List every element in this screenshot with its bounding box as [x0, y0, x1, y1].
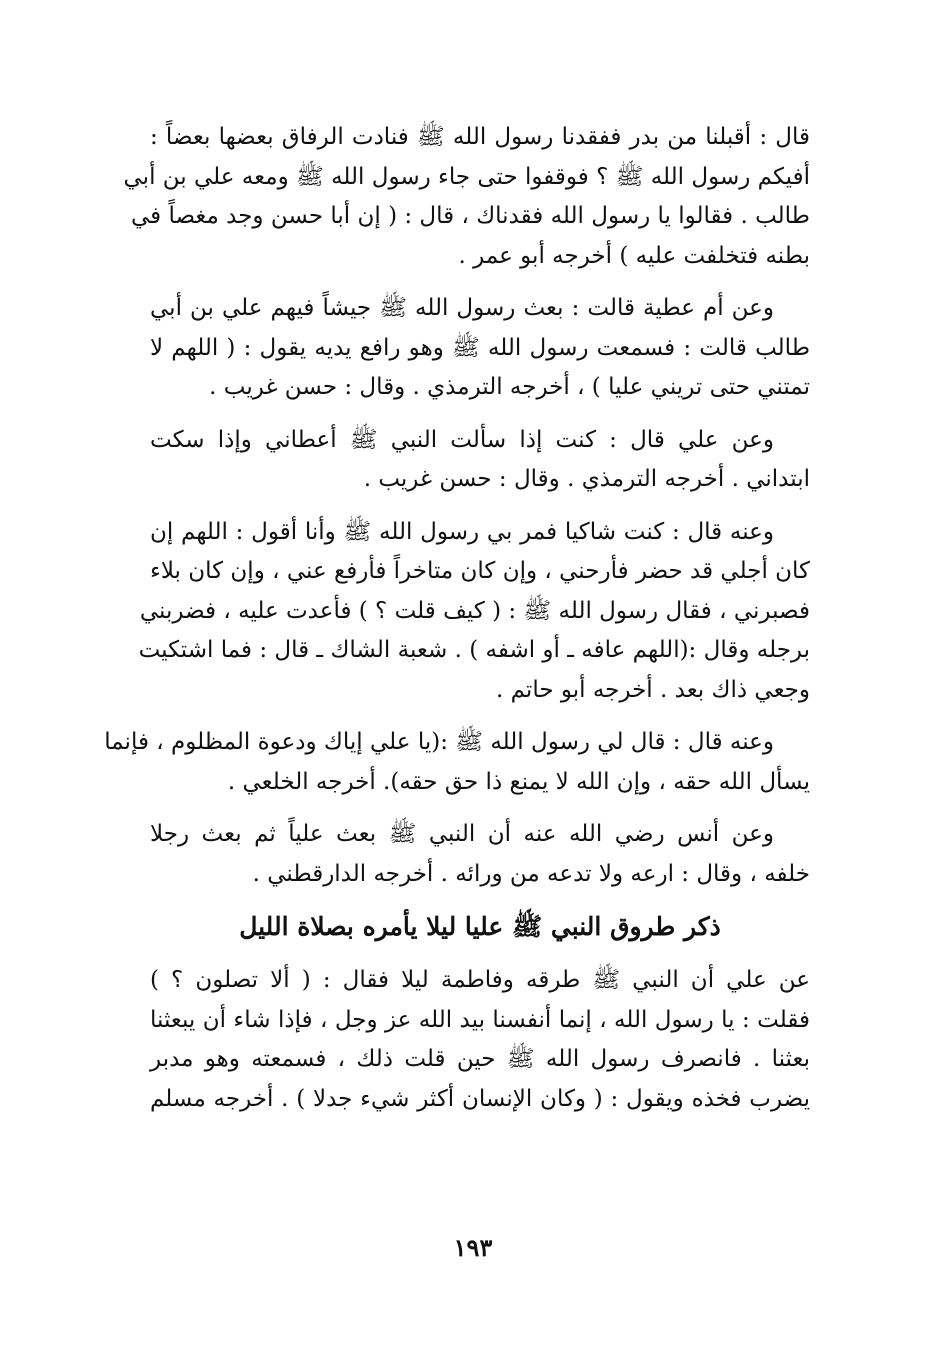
- section-heading: ذكر طروق النبي ﷺ عليا ليلا يأمره بصلاة الليل: [239, 912, 721, 941]
- text-line: وجعي ذاك بعد . أخرجه أبو حاتم .: [495, 676, 810, 703]
- paragraph-2: [150, 289, 810, 408]
- body-text: [104, 118, 811, 1132]
- text-line: وعن علي قال : كنت إذا سألت النبي ﷺ أعطاني وإذا سكت: [150, 426, 774, 453]
- text-line: عن علي أن النبي ﷺ طرقه وفاطمة ليلا فقال : ( ألا تصلون ؟ ): [150, 967, 810, 993]
- text-line: طالب قالت : فسمعت رسول الله ﷺ وهو رافع يديه يقول : ( اللهم لا: [150, 334, 810, 361]
- text-line: ابتداني . أخرجه الترمذي . وقال : حسن غريب .: [363, 466, 810, 492]
- paragraph-4: [138, 513, 810, 711]
- text-line: بعثنا . فانصرف رسول الله ﷺ حين قلت ذلك ، فسمعته وهو مدبر: [150, 1046, 810, 1072]
- paragraph-1: [123, 118, 811, 276]
- text-line: برجله وقال :(اللهم عافه ـ أو اشفه ) . شعبة الشاك ـ قال : فما اشتكيت: [138, 637, 810, 663]
- text-line: خلفه ، وقال : ارعه ولا تدعه من ورائه . أخرجه الدارقطني .: [252, 860, 810, 887]
- text-line: وعن أم عطية قالت : بعث رسول الله ﷺ جيشاً فيهم علي بن أبي: [150, 295, 774, 321]
- text-line: تمتني حتى تريني عليا ) ، أخرجه الترمذي . وقال : حسن غريب .: [209, 374, 810, 400]
- text-line: يضرب فخذه ويقول : ( وكان الإنسان أكثر شيء جدلا ) . أخرجه مسلم: [150, 1085, 810, 1112]
- paragraph-7: [150, 961, 810, 1119]
- text-line: بطنه فتخلفت عليه ) أخرجه أبو عمر .: [458, 242, 810, 269]
- text-line: وعن أنس رضي الله عنه أن النبي ﷺ بعث علياً ثم بعث رجلا: [150, 821, 774, 847]
- text-line: قال : أقبلنا من بدر ففقدنا رسول الله ﷺ فنادت الرفاق بعضها بعضاً :: [150, 124, 811, 150]
- paragraph-5: [104, 723, 810, 802]
- paragraph-6: [150, 815, 810, 894]
- paragraph-3: [150, 421, 810, 500]
- text-line: طالب . فقالوا يا رسول الله فقدناك ، قال : ( إن أبا حسن وجد مغصاً في: [130, 203, 810, 229]
- text-line: فقلت : يا رسول الله ، إنما أنفسنا بيد الله عز وجل ، فإذا شاء أن يبعثنا: [150, 1006, 810, 1033]
- text-line: فصبرني ، فقال رسول الله ﷺ : ( كيف قلت ؟ ) فأعدت عليه ، فضربني: [139, 597, 810, 624]
- text-line: وعنه قال : كنت شاكيا فمر بي رسول الله ﷺ وأنا أقول : اللهم إن: [150, 518, 774, 545]
- text-line: يسأل الله حقه ، وإن الله لا يمنع ذا حق حقه). أخرجه الخلعي .: [227, 768, 810, 795]
- text-line: كان أجلي قد حضر فأرحني ، وإن كان متاخراً فأرفع عني ، وإن كان بلاء: [150, 558, 810, 584]
- text-line: وعنه قال : قال لي رسول الله ﷺ :(يا علي إياك ودعوة المظلوم ، فإنما: [104, 729, 774, 755]
- text-line: أفيكم رسول الله ﷺ ؟ فوقفوا حتى جاء رسول الله ﷺ ومعه علي بن أبي: [123, 163, 810, 190]
- page-number: ١٩٣: [453, 1233, 493, 1262]
